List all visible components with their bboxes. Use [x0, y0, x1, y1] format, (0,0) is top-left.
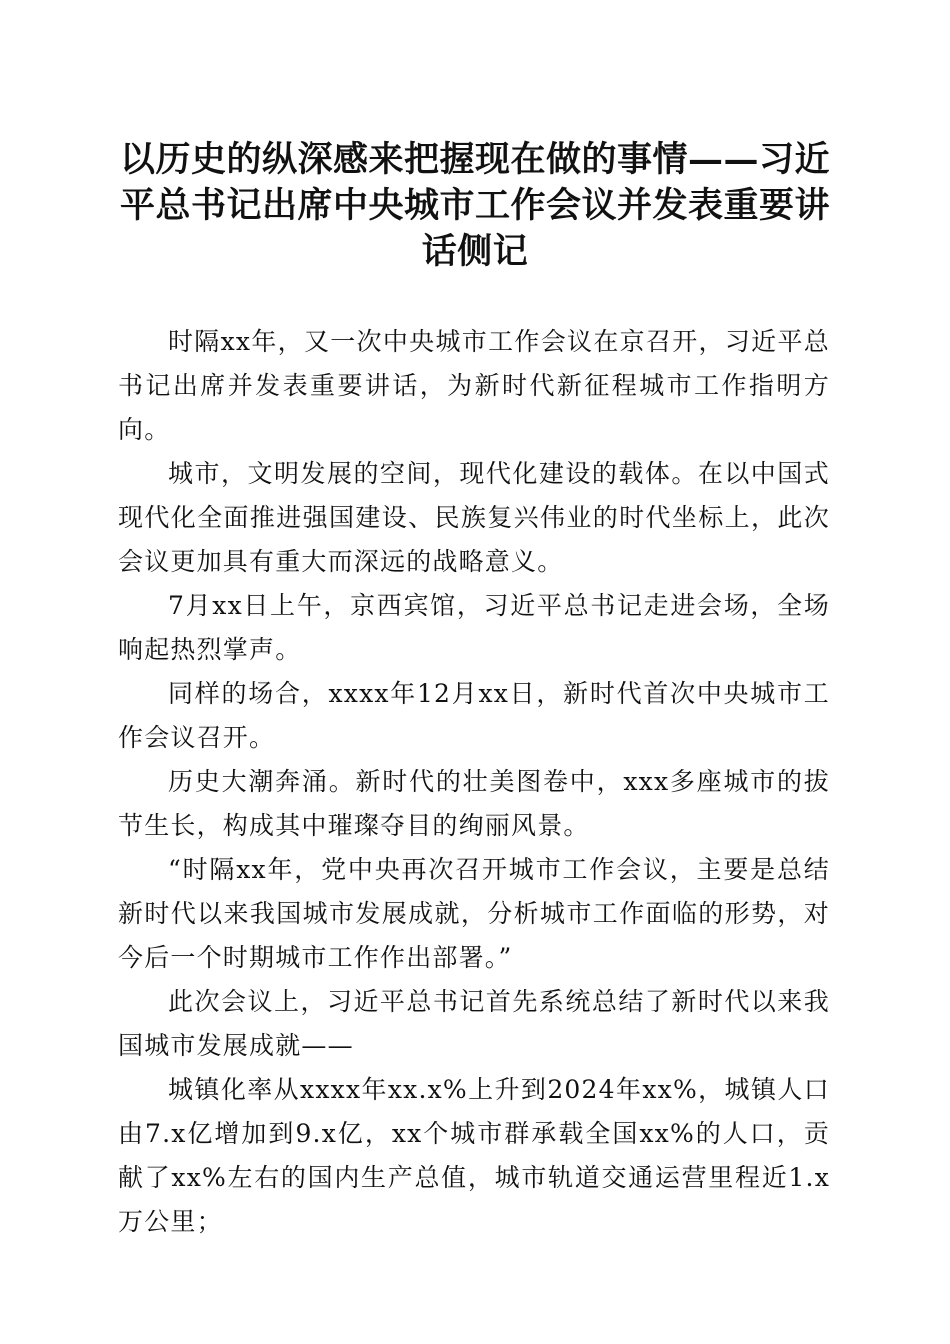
paragraph: 此次会议上，习近平总书记首先系统总结了新时代以来我国城市发展成就—— [118, 987, 830, 1060]
document-title: 以历史的纵深感来把握现在做的事情——习近平总书记出席中央城市工作会议并发表重要讲话侧记 [119, 139, 830, 272]
document-body [118, 320, 830, 1244]
paragraph: “时隔xx年，党中央再次召开城市工作会议，主要是总结新时代以来我国城市发展成就，分析城市工作面临的形势，对今后一个时期城市工作作出部署。” [118, 855, 830, 972]
paragraph: 7月xx日上午，京西宾馆，习近平总书记走进会场，全场响起热烈掌声。 [118, 591, 830, 664]
paragraph: 同样的场合，xxxx年12月xx日，新时代首次中央城市工作会议召开。 [118, 679, 830, 752]
paragraph: 城镇化率从xxxx年xx.x%上升到2024年xx%，城镇人口由7.x亿增加到9.x亿，xx个城市群承载全国xx%的人口，贡献了xx%左右的国内生产总值，城市轨道交通运营里程近1.x万公里； [118, 1075, 830, 1236]
paragraph: 时隔xx年，又一次中央城市工作会议在京召开，习近平总书记出席并发表重要讲话，为新时代新征程城市工作指明方向。 [118, 327, 830, 444]
paragraph: 城市，文明发展的空间，现代化建设的载体。在以中国式现代化全面推进强国建设、民族复兴伟业的时代坐标上，此次会议更加具有重大而深远的战略意义。 [118, 459, 830, 576]
paragraph: 历史大潮奔涌。新时代的壮美图卷中，xxx多座城市的拔节生长，构成其中璀璨夺目的绚丽风景。 [118, 767, 830, 840]
